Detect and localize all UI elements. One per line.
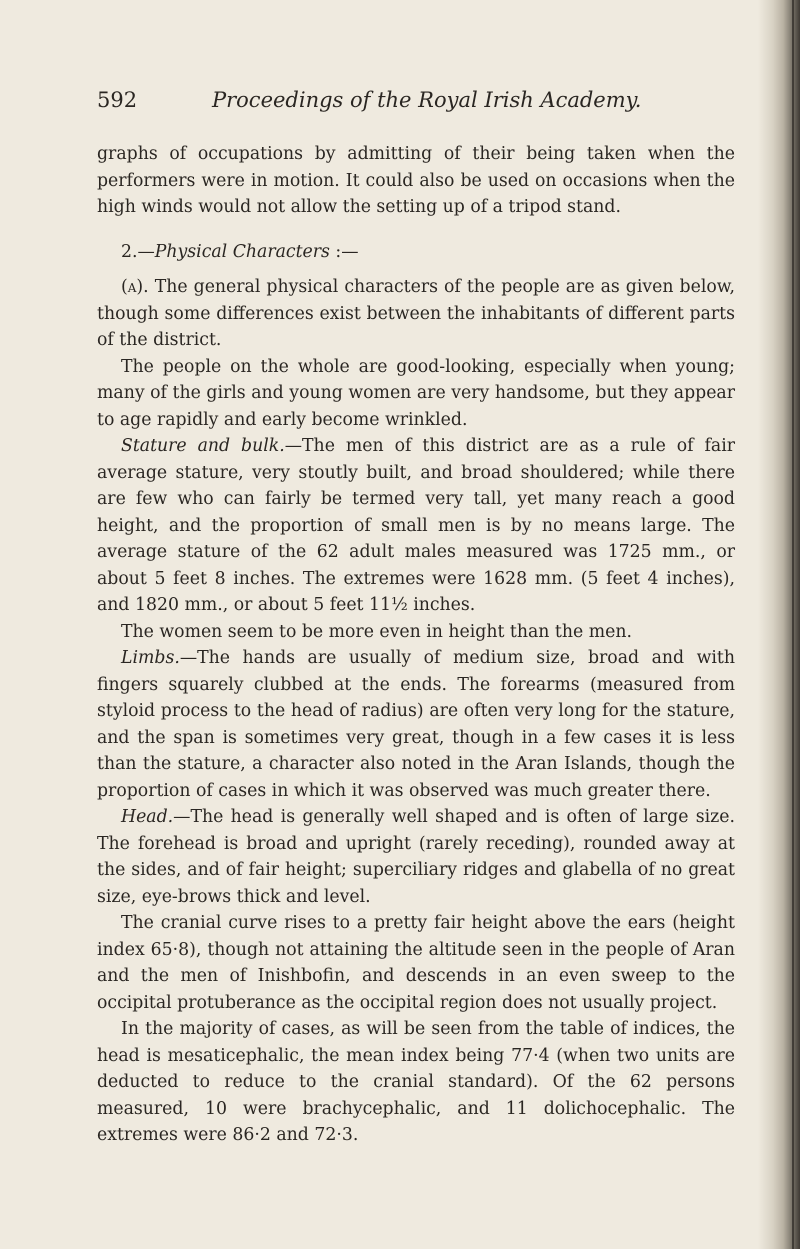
body-text <box>97 141 735 1149</box>
paragraph-continuation: graphs of occupations by admitting of their being taken when the performers were in motion. It could also be used on occasions when the high winds would not allow the setting up of a tripod stand. <box>97 144 735 217</box>
limbs-text: —The hands are usually of medium size, broad and with fingers squarely clubbed at the ends. The forearms (measured from styloid process to the head of radius) are often very long for the stature, and the span is sometimes very great, though in a few cases it is less than the stature, a character also noted in the Aran Islands, though the proportion of cases in which it was observed was much greater there. <box>97 648 735 801</box>
head-label: Head. <box>121 807 174 827</box>
paragraph-a-text: The general physical characters of the people are as given below, though some differences exist between the inhabitants of different parts of the district. <box>97 277 735 350</box>
book-binding-edge <box>792 0 794 1249</box>
page-header <box>97 88 737 118</box>
page-number: 592 <box>97 88 138 112</box>
paragraph-limbs <box>97 645 735 804</box>
paragraph-head <box>97 804 735 910</box>
section-title: Physical Characters <box>154 241 330 262</box>
stature-text: —The men of this district are as a rule of fair average stature, very stoutly built, and broad shouldered; while there are few who can fairly be termed very tall, yet many reach a good height, and the proportion of small men is by no means large. The average stature of the 62 adult males measured was 1725 mm., or about 5 feet 8 inches. The extremes were 1628 mm. (5 feet 4 inches), and 1820 mm., or about 5 feet 11½ inches. <box>97 436 735 615</box>
paragraph-cranial-curve: The cranial curve rises to a pretty fair height above the ears (height index 65·8), though not attaining the altitude seen in the people of Aran and the men of Inishbofin, and descends in an even sweep to the occipital protuberance as the occipital region does not usually project. <box>97 913 735 1013</box>
paragraph-indices: In the majority of cases, as will be seen from the table of indices, the head is mesaticephalic, the mean index being 77·4 (when two units are deducted to reduce to the cranial standard). Of the 62 persons measured, 10 were brachycephalic, and 11 dolichocephalic. The extremes were 86·2 and 72·3. <box>97 1019 735 1145</box>
paragraph-appearance: The people on the whole are good-looking, especially when young; many of the girls and young women are very handsome, but they appear to age rapidly and early become wrinkled. <box>97 356 735 430</box>
paragraph-a-label-open: ( <box>121 277 128 297</box>
head-text: —The head is generally well shaped and is often of large size. The forehead is broad and upright (rarely receding), rounded away at the sides, and of fair height; superciliary ridges and glabella of no great size, eye-brows thick and level. <box>97 807 735 907</box>
paragraph-a-label-close: ). <box>136 277 149 297</box>
paragraph-women: The women seem to be more even in height than the men. <box>121 621 632 642</box>
paragraph-a <box>97 274 735 354</box>
stature-label: Stature and bulk. <box>121 436 285 456</box>
section-number: 2.— <box>121 241 155 262</box>
section-heading <box>97 239 735 266</box>
paragraph-stature <box>97 433 735 619</box>
section-title-tail: :— <box>329 241 359 262</box>
running-title: Proceedings of the Royal Irish Academy. <box>212 88 642 112</box>
limbs-label: Limbs. <box>121 648 180 668</box>
paragraph-a-label-letter: a <box>127 277 137 297</box>
